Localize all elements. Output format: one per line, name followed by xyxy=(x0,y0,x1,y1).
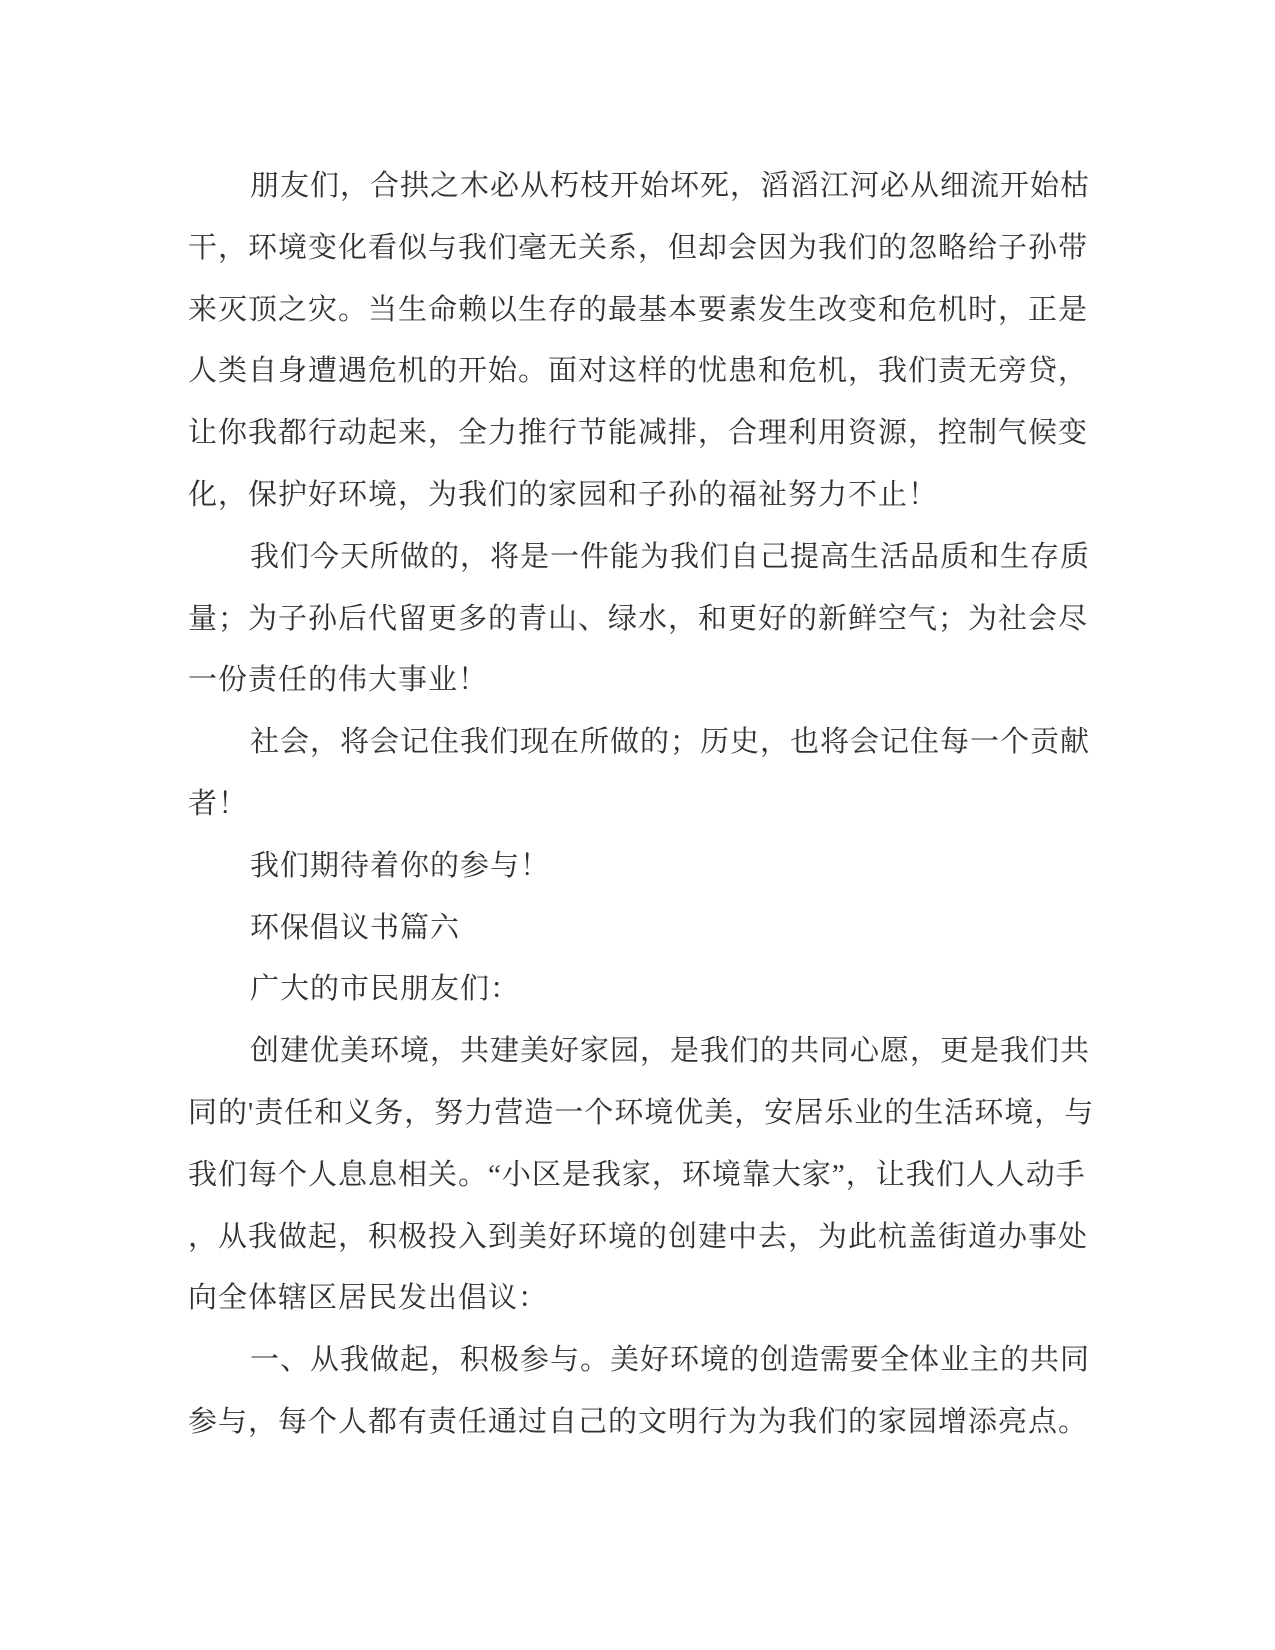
text-line: ，从我做起，积极投入到美好环境的创建中去，为此杭盖街道办事处 xyxy=(188,1220,1089,1253)
text-line: 一、从我做起，积极参与。美好环境的创造需要全体业主的共同 xyxy=(250,1344,1091,1377)
text-line: 化，保护好环境，为我们的家园和子孙的福祉努力不止！ xyxy=(188,478,939,511)
text-block xyxy=(188,156,1095,1454)
text-line: 量；为子孙后代留更多的青山、绿水，和更好的新鲜空气；为社会尽 xyxy=(188,602,1089,635)
text-line: 同的'责任和义务，努力营造一个环境优美，安居乐业的生活环境，与 xyxy=(188,1096,1095,1129)
text-line: 来灭顶之灾。当生命赖以生存的最基本要素发生改变和危机时，正是 xyxy=(188,293,1089,326)
text-line: 广大的市民朋友们： xyxy=(250,973,521,1006)
text-line: 干，环境变化看似与我们毫无关系，但却会因为我们的忽略给子孙带 xyxy=(188,231,1089,264)
text-line: 社会，将会记住我们现在所做的；历史，也将会记住每一个贡献 xyxy=(250,726,1091,759)
text-line: 一份责任的伟大事业！ xyxy=(188,664,489,697)
text-line: 让你我都行动起来，全力推行节能减排，合理利用资源，控制气候变 xyxy=(188,417,1089,450)
text-line: 创建优美环境，共建美好家园，是我们的共同心愿，更是我们共 xyxy=(250,1035,1091,1068)
text-line: 者！ xyxy=(188,787,249,820)
text-line: 参与，每个人都有责任通过自己的文明行为为我们的家园增添亮点。 xyxy=(188,1405,1089,1438)
text-line: 向全体辖区居民发出倡议： xyxy=(188,1282,549,1315)
text-line: 人类自身遭遇危机的开始。面对这样的忧患和危机，我们责无旁贷， xyxy=(188,355,1089,388)
text-line: 我们期待着你的参与！ xyxy=(250,849,551,882)
text-line: 我们今天所做的，将是一件能为我们自己提高生活品质和生存质 xyxy=(250,540,1091,573)
text-line: 朋友们，合拱之木必从朽枝开始坏死，滔滔江河必从细流开始枯 xyxy=(250,170,1091,202)
text-line: 环保倡议书篇六 xyxy=(250,911,461,944)
text-line: 我们每个人息息相关。“小区是我家，环境靠大家”，让我们人人动手 xyxy=(188,1158,1086,1191)
